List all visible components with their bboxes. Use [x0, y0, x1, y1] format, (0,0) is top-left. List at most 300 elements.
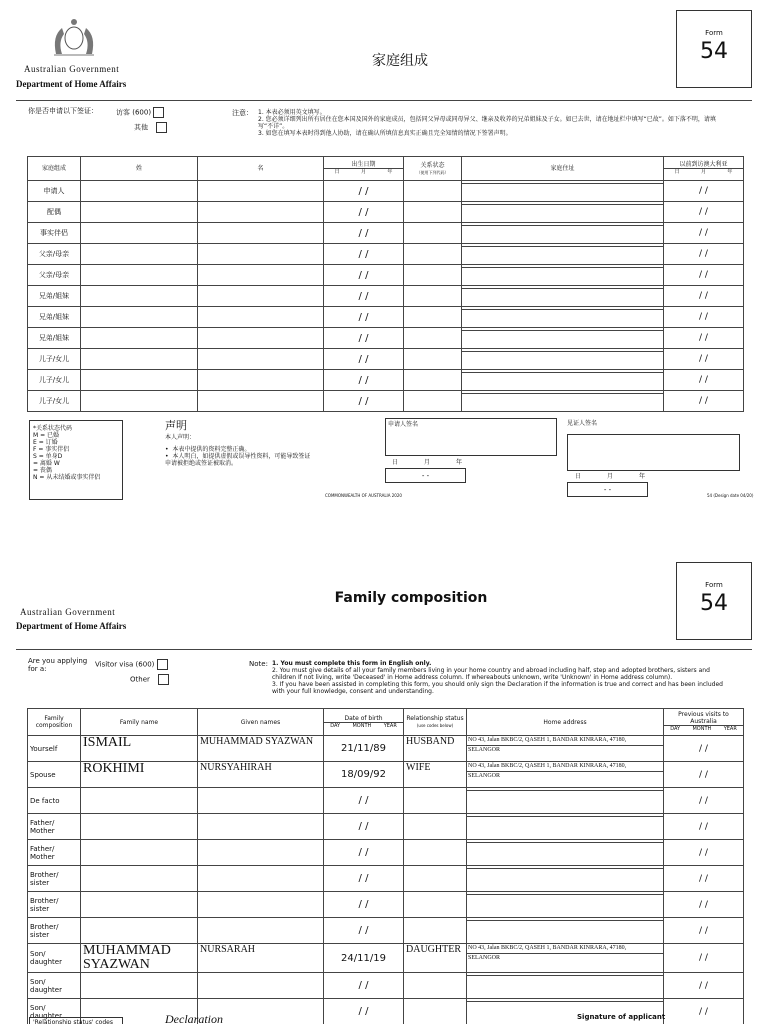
note-label: 注意：	[232, 109, 253, 117]
relationship-cell[interactable]: WIFE	[404, 762, 467, 788]
relationship-cell[interactable]	[404, 244, 462, 265]
dob-cell[interactable]: / /	[324, 202, 404, 223]
family-name-cell[interactable]	[81, 307, 198, 328]
form-number-box	[676, 562, 752, 640]
date-labels	[392, 459, 462, 466]
sub-header: YEAR	[383, 722, 397, 729]
visits-cell[interactable]: / /	[664, 286, 744, 307]
relationship-cell[interactable]	[404, 223, 462, 244]
visa-option-visitor[interactable]	[95, 659, 168, 670]
sub-header: 日	[674, 169, 680, 175]
relationship-cell[interactable]	[404, 788, 467, 814]
witness-signature-label	[567, 420, 597, 427]
address-cell[interactable]	[462, 307, 664, 328]
dob-cell[interactable]: / /	[324, 892, 404, 918]
note-1: 1. You must complete this form in English only.	[272, 660, 432, 667]
given-names-cell[interactable]	[198, 814, 324, 840]
family-name-cell[interactable]	[81, 223, 198, 244]
address-line-2[interactable]	[462, 352, 663, 354]
visits-cell[interactable]: / /	[664, 866, 744, 892]
note-label: Note:	[249, 660, 268, 668]
dob-cell[interactable]: / /	[324, 391, 404, 412]
date-month: 月	[423, 459, 430, 466]
given-names-cell[interactable]	[198, 973, 324, 999]
dob-cell[interactable]: / /	[324, 307, 404, 328]
code-item: = 丧偶	[33, 467, 52, 474]
visits-cell[interactable]: / /	[664, 307, 744, 328]
given-names-cell[interactable]	[198, 918, 324, 944]
sub-header: 日	[334, 169, 340, 175]
address-line-2[interactable]	[467, 843, 663, 845]
row-label: 事实伴侣	[28, 223, 81, 244]
address-cell[interactable]	[462, 181, 664, 202]
col-header: 姓	[81, 157, 198, 181]
address-cell[interactable]	[467, 866, 664, 892]
dob-cell[interactable]: / /	[324, 349, 404, 370]
row-label: Father/ Mother	[28, 814, 81, 840]
address-line-2[interactable]	[467, 921, 663, 923]
col-header: 名	[198, 157, 324, 181]
row-label: 父亲/母亲	[28, 265, 81, 286]
table-row	[28, 181, 744, 202]
row-label: Yourself	[28, 736, 81, 762]
code-item: M = 已婚	[33, 432, 60, 439]
given-names-cell[interactable]	[198, 391, 324, 412]
family-name-cell[interactable]: MUHAMMAD SYAZWAN	[81, 944, 198, 973]
visits-cell[interactable]: / /	[664, 244, 744, 265]
declaration-title: 声明	[165, 419, 187, 432]
relationship-cell[interactable]	[404, 286, 462, 307]
family-table	[27, 708, 744, 1024]
applicant-signature-box[interactable]	[385, 418, 557, 456]
form-label: Form	[705, 581, 723, 589]
table-row	[28, 202, 744, 223]
relationship-codes	[29, 1017, 123, 1024]
date-day: 日	[392, 459, 399, 466]
address-line-2[interactable]	[462, 226, 663, 228]
relationship-cell[interactable]	[404, 202, 462, 223]
relationship-cell[interactable]	[404, 999, 467, 1024]
table-row	[28, 814, 744, 840]
relationship-cell[interactable]	[404, 918, 467, 944]
visits-cell[interactable]: / /	[664, 944, 744, 973]
given-names-cell[interactable]	[198, 370, 324, 391]
dob-cell[interactable]: / /	[324, 244, 404, 265]
visits-cell[interactable]: / /	[664, 265, 744, 286]
col-header: Family composition	[28, 709, 81, 736]
visa-option-visitor[interactable]	[116, 107, 164, 118]
address-line-2[interactable]	[462, 394, 663, 396]
family-name-cell[interactable]	[81, 328, 198, 349]
address-cell[interactable]	[462, 286, 664, 307]
dob-cell[interactable]: / /	[324, 223, 404, 244]
col-header-rel	[404, 157, 462, 181]
table-row	[28, 391, 744, 412]
family-name-cell[interactable]	[81, 840, 198, 866]
relationship-cell[interactable]	[404, 840, 467, 866]
note-2: 2. You must give details of all your family members living in your home country and abroad including half, step and adopted brothers, sisters and children If not living, write 'Deceased' in Home address column. If whereabouts unknown, write 'Unknown' in Home address column).	[272, 667, 710, 681]
address-cell[interactable]	[462, 370, 664, 391]
family-name-cell[interactable]	[81, 391, 198, 412]
sub-header: 月	[360, 169, 366, 175]
address-line-1[interactable]: NO 43, Jalan BKBC/2, QASEH 1, BANDAR KINRARA, 47180,	[467, 736, 663, 746]
dob-cell[interactable]: / /	[324, 181, 404, 202]
given-names-cell[interactable]	[198, 788, 324, 814]
applicant-signature-label: Signature of applicant	[577, 1013, 666, 1021]
date-year: 年	[638, 473, 645, 480]
given-names-cell[interactable]	[198, 892, 324, 918]
address-line-2[interactable]	[462, 373, 663, 375]
table-row	[28, 788, 744, 814]
visits-cell[interactable]: / /	[664, 762, 744, 788]
row-label: Son/ daughter	[28, 999, 81, 1024]
dob-cell[interactable]: 24/11/19	[324, 944, 404, 973]
date-year: 年	[455, 459, 462, 466]
visa-option-other[interactable]	[130, 674, 169, 685]
address-cell[interactable]	[462, 328, 664, 349]
address-line-2[interactable]	[462, 268, 663, 270]
declaration-title: Declaration	[165, 1012, 223, 1024]
page-title: Family composition	[334, 590, 488, 606]
visits-cell[interactable]: / /	[664, 999, 744, 1024]
family-name-cell[interactable]	[81, 244, 198, 265]
relationship-cell[interactable]	[404, 181, 462, 202]
visitor-checkbox[interactable]	[157, 659, 168, 670]
family-name-cell[interactable]	[81, 370, 198, 391]
given-names-cell[interactable]	[198, 840, 324, 866]
copyright: COMMONWEALTH OF AUSTRALIA 2020	[325, 493, 402, 498]
sub-header: （使用下列代码）	[416, 169, 449, 175]
family-name-cell[interactable]	[81, 181, 198, 202]
table-row	[28, 286, 744, 307]
family-name-cell[interactable]	[81, 918, 198, 944]
row-label: Father/ Mother	[28, 840, 81, 866]
bottom-form	[0, 512, 768, 1024]
decl-point-text: 本表中提供的资料完整正确。	[172, 446, 251, 453]
family-name-cell[interactable]	[81, 265, 198, 286]
visits-cell[interactable]: / /	[664, 814, 744, 840]
address-line-2[interactable]	[467, 869, 663, 871]
notes	[258, 109, 728, 137]
address-line-2[interactable]: SELANGOR	[468, 955, 501, 961]
other-checkbox[interactable]	[158, 674, 169, 685]
family-table	[27, 156, 744, 412]
applicant-date-box[interactable]: - -	[385, 468, 466, 483]
relationship-cell[interactable]	[404, 349, 462, 370]
family-name-cell[interactable]	[81, 286, 198, 307]
visits-cell[interactable]: / /	[664, 328, 744, 349]
given-names-cell[interactable]	[198, 286, 324, 307]
address-line-1[interactable]: NO 43, Jalan BKBC/2, QASEH 1, BANDAR KINRARA, 47180,	[467, 944, 663, 954]
coat-of-arms-icon	[44, 14, 104, 58]
address-cell[interactable]	[467, 840, 664, 866]
family-name-cell[interactable]: ROKHIMI	[81, 762, 198, 788]
given-names-cell[interactable]	[198, 328, 324, 349]
address-line-2[interactable]: SELANGOR	[468, 747, 501, 753]
visits-cell[interactable]: / /	[664, 223, 744, 244]
row-label: 儿子/女儿	[28, 370, 81, 391]
applying-question: 你是否申请以下签证：	[28, 107, 98, 115]
address-cell[interactable]	[462, 223, 664, 244]
table-row	[28, 840, 744, 866]
relationship-cell[interactable]	[404, 328, 462, 349]
address-line-2[interactable]	[462, 205, 663, 207]
relationship-cell[interactable]	[404, 814, 467, 840]
page-title: 家庭组成	[372, 53, 428, 69]
table-row	[28, 370, 744, 391]
address-line-2[interactable]	[462, 184, 663, 186]
dob-cell[interactable]: / /	[324, 370, 404, 391]
given-names-cell[interactable]: NURSARAH	[198, 944, 324, 973]
row-label: Brother/ sister	[28, 892, 81, 918]
visits-cell[interactable]: / /	[664, 202, 744, 223]
relationship-cell[interactable]: HUSBAND	[404, 736, 467, 762]
family-name-cell[interactable]	[81, 814, 198, 840]
address-cell[interactable]	[462, 265, 664, 286]
note-3: 3. If you have been assisted in completing this form, you should only sign the Declaration if the information is true and correct and has been included with your full knowledge, consent and understanding.	[272, 681, 723, 695]
given-names-cell[interactable]	[198, 307, 324, 328]
col-header: Date of birth	[344, 714, 383, 722]
visa-option-other[interactable]	[134, 122, 167, 133]
address-cell[interactable]	[467, 736, 664, 762]
col-header: 家庭住址	[462, 157, 664, 181]
date-month: 月	[606, 473, 613, 480]
dob-cell[interactable]: / /	[324, 918, 404, 944]
address-line-2[interactable]	[467, 1002, 663, 1004]
dept-name: Department of Home Affairs	[16, 79, 127, 89]
table-row	[28, 265, 744, 286]
relationship-cell[interactable]	[404, 307, 462, 328]
given-names-cell[interactable]	[198, 244, 324, 265]
table-row	[28, 973, 744, 999]
family-name-cell[interactable]	[81, 866, 198, 892]
address-cell[interactable]	[462, 244, 664, 265]
sub-header: DAY	[670, 726, 681, 732]
codes-title: *关系状态代码	[33, 425, 73, 432]
visits-cell[interactable]: / /	[664, 892, 744, 918]
visits-cell[interactable]: / /	[664, 918, 744, 944]
table-row	[28, 762, 744, 788]
col-header: 出生日期	[351, 161, 376, 168]
sig-label: 申请人签名	[388, 421, 419, 428]
sub-header: 年	[387, 169, 393, 175]
visits-cell[interactable]: / /	[664, 181, 744, 202]
given-names-cell[interactable]	[198, 181, 324, 202]
dob-cell[interactable]: / /	[324, 328, 404, 349]
dob-cell[interactable]: / /	[324, 973, 404, 999]
form-number: 54	[700, 591, 728, 616]
declaration-points	[165, 446, 315, 467]
visa-option-label: Other	[130, 675, 150, 684]
dob-cell[interactable]: 21/11/89	[324, 736, 404, 762]
design-date: 54 (Design date 04/20)	[707, 493, 754, 498]
row-label: 儿子/女儿	[28, 391, 81, 412]
dob-cell[interactable]: / /	[324, 814, 404, 840]
row-label: Brother/ sister	[28, 866, 81, 892]
visits-cell[interactable]: / /	[664, 349, 744, 370]
visits-cell[interactable]: / /	[664, 736, 744, 762]
given-names-cell[interactable]: NURSYAHIRAH	[198, 762, 324, 788]
family-name-cell[interactable]	[81, 892, 198, 918]
given-names-cell[interactable]: MUHAMMAD SYAZWAN	[198, 736, 324, 762]
col-header-dob	[324, 157, 404, 181]
table-row	[28, 244, 744, 265]
address-cell[interactable]	[467, 973, 664, 999]
address-line-2[interactable]	[462, 289, 663, 291]
visitor-checkbox[interactable]	[153, 107, 164, 118]
family-name-cell[interactable]	[81, 788, 198, 814]
table-row	[28, 892, 744, 918]
applying-question: Are you applying for a:	[28, 657, 88, 673]
visa-option-label: 访客 (600)	[116, 108, 152, 117]
visits-cell[interactable]: / /	[664, 370, 744, 391]
row-label: 父亲/母亲	[28, 244, 81, 265]
address-cell[interactable]	[467, 892, 664, 918]
header-rule	[16, 100, 752, 101]
table-row	[28, 328, 744, 349]
address-line-2[interactable]: SELANGOR	[468, 773, 501, 779]
family-name-cell[interactable]	[81, 973, 198, 999]
table-row	[28, 866, 744, 892]
note-2: 2. 您必须详细列出所有居住在您本国及国外的家庭成员，包括同父异母或同母异父、继亲及收养的兄弟姐妹及子女。如已去世，请在地址栏中填写“已故”。如下落不明，请填写“不详”。	[258, 116, 716, 130]
address-cell[interactable]	[462, 391, 664, 412]
address-cell[interactable]	[467, 918, 664, 944]
dob-cell[interactable]: / /	[324, 286, 404, 307]
visits-cell[interactable]: / /	[664, 391, 744, 412]
sub-header: YEAR	[723, 726, 737, 732]
address-line-2[interactable]	[467, 817, 663, 819]
form-number-box	[676, 10, 752, 88]
note-3: 3. 如您在填写本表时得到他人协助，请在确认所填信息真实正确且完全知情的情况下签署声明。	[258, 130, 512, 137]
row-label: 兄弟/姐妹	[28, 307, 81, 328]
relationship-codes	[29, 420, 123, 500]
address-cell[interactable]	[462, 202, 664, 223]
table-row	[28, 944, 744, 973]
dob-cell[interactable]: / /	[324, 866, 404, 892]
address-cell[interactable]	[467, 762, 664, 788]
decl-point: • 本表中提供的资料完整正确。	[165, 446, 251, 453]
relationship-cell[interactable]	[404, 866, 467, 892]
relationship-cell[interactable]	[404, 370, 462, 391]
row-label: 申请人	[28, 181, 81, 202]
address-line-2[interactable]	[462, 310, 663, 312]
decl-point: • 本人明白，如提供虚假或误导性资料，可能导致签证申请被拒绝或签证被取消。	[165, 453, 311, 467]
address-cell[interactable]	[462, 349, 664, 370]
col-header: Given names	[198, 709, 324, 736]
given-names-cell[interactable]	[198, 349, 324, 370]
given-names-cell[interactable]	[198, 866, 324, 892]
dob-cell[interactable]: / /	[324, 265, 404, 286]
address-line-2[interactable]	[467, 791, 663, 793]
note-1: 1. 本表必须用英文填写。	[258, 109, 326, 116]
table-row	[28, 736, 744, 762]
visits-cell[interactable]: / /	[664, 840, 744, 866]
relationship-cell[interactable]	[404, 892, 467, 918]
decl-point-text: 本人明白，如提供虚假或误导性资料，可能导致签证申请被拒绝或签证被取消。	[165, 453, 311, 467]
row-label: 配偶	[28, 202, 81, 223]
col-header: 以前到访澳大利亚	[679, 161, 728, 168]
dob-cell[interactable]: / /	[324, 999, 404, 1024]
codes-title: 'Relationship status' codes	[33, 1019, 113, 1024]
form-number: 54	[700, 39, 728, 64]
relationship-cell[interactable]	[404, 391, 462, 412]
notes	[272, 660, 730, 695]
sub-header: 年	[727, 169, 733, 175]
table-row	[28, 349, 744, 370]
other-checkbox[interactable]	[156, 122, 167, 133]
sub-header: MONTH	[352, 722, 372, 729]
dob-cell[interactable]: / /	[324, 788, 404, 814]
gov-name: Australian Government	[20, 607, 116, 617]
given-names-cell[interactable]	[198, 265, 324, 286]
given-names-cell[interactable]	[198, 223, 324, 244]
visa-option-label: Visitor visa (600)	[95, 660, 155, 669]
address-line-2[interactable]	[467, 976, 663, 978]
family-name-cell[interactable]	[81, 349, 198, 370]
address-cell[interactable]	[467, 814, 664, 840]
col-header: Family name	[81, 709, 198, 736]
row-label: Brother/ sister	[28, 918, 81, 944]
code-item: S = 单身D	[33, 453, 63, 460]
address-cell[interactable]	[467, 944, 664, 973]
row-label: De facto	[28, 788, 81, 814]
family-name-cell[interactable]: ISMAIL	[81, 736, 198, 762]
witness-date-box[interactable]: - -	[567, 482, 648, 497]
relationship-cell[interactable]	[404, 265, 462, 286]
code-item: = 离婚 W	[33, 460, 60, 467]
witness-signature-box[interactable]	[567, 434, 740, 471]
row-label: 兄弟/姐妹	[28, 328, 81, 349]
col-header-dob	[324, 709, 404, 736]
relationship-cell[interactable]: DAUGHTER	[404, 944, 467, 973]
table-row	[28, 223, 744, 244]
dob-cell[interactable]: / /	[324, 840, 404, 866]
witness-date-labels	[575, 473, 645, 480]
row-label: 儿子/女儿	[28, 349, 81, 370]
address-cell[interactable]	[467, 788, 664, 814]
visits-cell[interactable]: / /	[664, 788, 744, 814]
gov-name: Australian Government	[24, 64, 120, 74]
col-header: 家庭组成	[28, 157, 81, 181]
row-label: 兄弟/姐妹	[28, 286, 81, 307]
address-line-2[interactable]	[462, 247, 663, 249]
sub-header: (use codes below)	[416, 723, 454, 728]
address-line-2[interactable]	[467, 895, 663, 897]
form-label: Form	[705, 29, 723, 37]
code-item: F = 事实伴侣	[33, 446, 70, 453]
code-item: N = 从未结婚或事实伴侣	[33, 474, 101, 481]
col-header-visits	[664, 157, 744, 181]
family-name-cell[interactable]	[81, 202, 198, 223]
col-header: Previous visits to Australia	[678, 711, 729, 725]
given-names-cell[interactable]	[198, 202, 324, 223]
address-line-2[interactable]	[462, 331, 663, 333]
row-label: Son/ daughter	[28, 944, 81, 973]
address-line-1[interactable]: NO 43, Jalan BKBC/2, QASEH 1, BANDAR KINRARA, 47180,	[467, 762, 663, 772]
col-header: Home address	[467, 709, 664, 736]
header-rule	[16, 649, 752, 650]
visa-option-label: 其他	[134, 123, 148, 132]
relationship-cell[interactable]	[404, 973, 467, 999]
declaration-intro: 本人声明：	[165, 434, 196, 441]
visits-cell[interactable]: / /	[664, 973, 744, 999]
dob-cell[interactable]: 18/09/92	[324, 762, 404, 788]
col-header-rel	[404, 709, 467, 736]
row-label: Spouse	[28, 762, 81, 788]
code-item: E = 订婚	[33, 439, 58, 446]
sub-header: 月	[700, 169, 706, 175]
row-label: Son/ daughter	[28, 973, 81, 999]
